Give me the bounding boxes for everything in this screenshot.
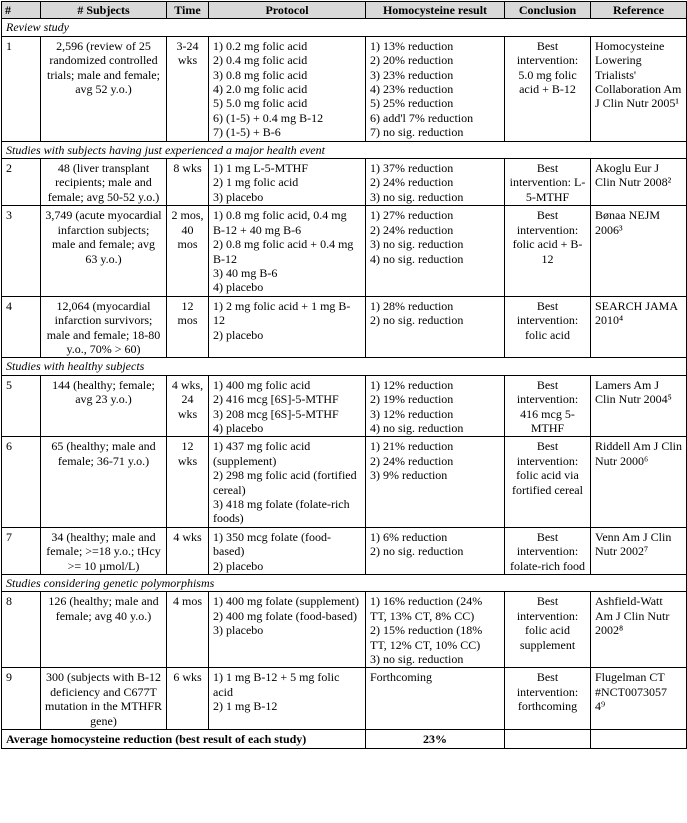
average-row bbox=[2, 730, 687, 748]
result-cell-line: Forthcoming bbox=[370, 670, 432, 685]
table-row bbox=[2, 527, 687, 574]
protocol-cell-line: 1) 400 mg folate (supplement) bbox=[213, 594, 359, 609]
protocol-cell-line: 2) 1 mg folic acid bbox=[213, 175, 299, 190]
reference-cell bbox=[591, 527, 687, 574]
row-number-cell: 9 bbox=[2, 668, 41, 730]
reference-cell-line: SEARCH JAMA 2010⁴ bbox=[595, 298, 678, 328]
result-cell-line: 1) 12% reduction bbox=[370, 377, 454, 392]
average-value: 23% bbox=[366, 730, 505, 748]
section-title: Review study bbox=[2, 19, 687, 36]
protocol-cell bbox=[209, 668, 366, 730]
result-cell-line: 2) 24% reduction bbox=[370, 222, 454, 237]
result-cell-line: 4) no sig. reduction bbox=[370, 251, 464, 266]
subjects-cell: 34 (healthy; male and female; >=18 y.o.; tHcy >= 10 µmol/L) bbox=[41, 527, 167, 574]
section-row bbox=[2, 141, 687, 158]
average-empty-cell bbox=[505, 730, 591, 748]
protocol-cell-line: 4) placebo bbox=[213, 280, 264, 295]
reference-cell bbox=[591, 375, 687, 437]
protocol-cell-line: 1) 2 mg folic acid + 1 mg B-12 bbox=[213, 298, 351, 328]
protocol-cell-line: 1) 1 mg B-12 + 5 mg folic acid bbox=[213, 670, 340, 699]
result-cell-line: 1) 37% reduction bbox=[370, 161, 454, 176]
protocol-cell-line: 3) 418 mg folate (folate-rich foods) bbox=[213, 497, 350, 526]
result-cell-line: 7) no sig. reduction bbox=[370, 125, 464, 140]
result-cell-line: 6) add'l 7% reduction bbox=[370, 110, 474, 125]
reference-cell-line: Riddell Am J Clin Nutr 2000⁶ bbox=[595, 439, 683, 468]
conclusion-cell: Best intervention: forthcoming bbox=[505, 668, 591, 730]
result-cell-line: 3) 9% reduction bbox=[370, 468, 448, 483]
protocol-cell bbox=[209, 437, 366, 527]
protocol-cell-line: 1) 1 mg L-5-MTHF bbox=[213, 161, 308, 176]
protocol-cell-line: 2) 416 mcg [6S]-5-MTHF bbox=[213, 392, 339, 407]
row-number-cell: 7 bbox=[2, 527, 41, 574]
table-row bbox=[2, 206, 687, 296]
reference-cell bbox=[591, 668, 687, 730]
protocol-cell bbox=[209, 206, 366, 296]
result-cell-line: 1) 28% reduction bbox=[370, 298, 454, 313]
table-row bbox=[2, 159, 687, 206]
conclusion-cell: Best intervention: folate-rich food bbox=[505, 527, 591, 574]
protocol-cell-line: 3) placebo bbox=[213, 189, 264, 204]
protocol-cell-line: 1) 0.2 mg folic acid bbox=[213, 38, 308, 53]
section-row bbox=[2, 358, 687, 375]
protocol-cell bbox=[209, 36, 366, 141]
table-row bbox=[2, 437, 687, 527]
protocol-cell bbox=[209, 159, 366, 206]
result-cell bbox=[366, 36, 505, 141]
protocol-cell-line: 2) 0.8 mg folic acid + 0.4 mg B-12 bbox=[213, 237, 354, 266]
time-cell: 8 wks bbox=[167, 159, 209, 206]
conclusion-cell: Best intervention: folic acid supplement bbox=[505, 592, 591, 668]
result-cell-line: 5) 25% reduction bbox=[370, 96, 454, 111]
time-cell: 6 wks bbox=[167, 668, 209, 730]
section-title: Studies with subjects having just experienced a major health event bbox=[2, 141, 687, 158]
table-row bbox=[2, 36, 687, 141]
time-cell: 4 wks, 24 wks bbox=[167, 375, 209, 437]
protocol-cell-line: 2) 1 mg B-12 bbox=[213, 699, 278, 714]
protocol-cell bbox=[209, 592, 366, 668]
average-label: Average homocysteine reduction (best result of each study) bbox=[2, 730, 366, 748]
protocol-cell-line: 2) 0.4 mg folic acid bbox=[213, 53, 308, 68]
conclusion-cell: Best intervention: 416 mcg 5-MTHF bbox=[505, 375, 591, 437]
result-cell-line: 2) 19% reduction bbox=[370, 392, 454, 407]
result-cell bbox=[366, 159, 505, 206]
header-time: Time bbox=[167, 2, 209, 19]
reference-cell-line: #NCT0073057 bbox=[595, 684, 667, 699]
result-cell-line: 2) 24% reduction bbox=[370, 453, 454, 468]
subjects-cell: 2,596 (review of 25 randomized controlled trials; male and female; avg 52 y.o.) bbox=[41, 36, 167, 141]
conclusion-cell: Best intervention: folic acid + B-12 bbox=[505, 206, 591, 296]
table-row bbox=[2, 668, 687, 730]
subjects-cell: 12,064 (myocardial infarction survivors; male and female; 18-80 y.o., 70% > 60) bbox=[41, 296, 167, 358]
reference-cell-line: Akoglu Eur J Clin Nutr 2008² bbox=[595, 161, 672, 190]
result-cell-line: 2) no sig. reduction bbox=[370, 313, 464, 328]
result-cell-line: 3) no sig. reduction bbox=[370, 652, 464, 667]
result-cell-line: 1) 13% reduction bbox=[370, 38, 454, 53]
protocol-cell-line: 1) 437 mg folic acid (supplement) bbox=[213, 439, 311, 468]
header-result: Homocysteine result bbox=[366, 2, 505, 19]
table-row bbox=[2, 592, 687, 668]
table-row bbox=[2, 375, 687, 437]
protocol-cell-line: 5) 5.0 mg folic acid bbox=[213, 96, 308, 111]
section-title: Studies considering genetic polymorphisms bbox=[2, 575, 687, 592]
header-subjects: # Subjects bbox=[41, 2, 167, 19]
row-number-cell: 8 bbox=[2, 592, 41, 668]
subjects-cell: 300 (subjects with B-12 deficiency and C677T mutation in the MTHFR gene) bbox=[41, 668, 167, 730]
protocol-cell-line: 2) 298 mg folic acid (fortified cereal) bbox=[213, 468, 357, 497]
reference-cell-line: Bønaa NEJM 2006³ bbox=[595, 208, 660, 237]
protocol-cell-line: 2) 400 mg folate (food-based) bbox=[213, 608, 357, 623]
protocol-cell-line: 1) 350 mcg folate (food-based) bbox=[213, 529, 331, 559]
protocol-cell-line: 3) 40 mg B-6 bbox=[213, 265, 278, 280]
reference-cell bbox=[591, 592, 687, 668]
reference-cell-line: 4⁹ bbox=[595, 699, 606, 714]
protocol-cell-line: 3) 208 mcg [6S]-5-MTHF bbox=[213, 406, 339, 421]
header-number: # bbox=[2, 2, 41, 19]
conclusion-cell: Best intervention: folic acid bbox=[505, 296, 591, 358]
reference-cell bbox=[591, 206, 687, 296]
protocol-cell-line: 2) placebo bbox=[213, 327, 264, 342]
header-conclusion: Conclusion bbox=[505, 2, 591, 19]
subjects-cell: 126 (healthy; male and female; avg 40 y.o.) bbox=[41, 592, 167, 668]
result-cell-line: 1) 6% reduction bbox=[370, 529, 448, 544]
protocol-cell-line: 6) (1-5) + 0.4 mg B-12 bbox=[213, 110, 324, 125]
reference-cell bbox=[591, 36, 687, 141]
result-cell-line: 2) no sig. reduction bbox=[370, 544, 464, 559]
protocol-cell-line: 1) 0.8 mg folic acid, 0.4 mg B-12 + 40 mg B-6 bbox=[213, 208, 347, 237]
result-cell-line: 2) 24% reduction bbox=[370, 175, 454, 190]
table-body bbox=[2, 19, 687, 730]
result-cell-line: 3) no sig. reduction bbox=[370, 237, 464, 252]
reference-cell-line: Flugelman CT bbox=[595, 670, 665, 685]
subjects-cell: 3,749 (acute myocardial infarction subjects; male and female; avg 63 y.o.) bbox=[41, 206, 167, 296]
protocol-cell bbox=[209, 296, 366, 358]
conclusion-cell: Best intervention: L-5-MTHF bbox=[505, 159, 591, 206]
conclusion-cell: Best intervention: 5.0 mg folic acid + B-12 bbox=[505, 36, 591, 141]
reference-cell bbox=[591, 437, 687, 527]
reference-cell-line: Venn Am J Clin Nutr 2002⁷ bbox=[595, 529, 672, 559]
protocol-cell bbox=[209, 375, 366, 437]
subjects-cell: 48 (liver transplant recipients; male and female; avg 50-52 y.o.) bbox=[41, 159, 167, 206]
conclusion-cell: Best intervention: folic acid via fortified cereal bbox=[505, 437, 591, 527]
protocol-cell-line: 2) placebo bbox=[213, 558, 264, 573]
result-cell bbox=[366, 296, 505, 358]
result-cell-line: 3) 12% reduction bbox=[370, 406, 454, 421]
result-cell-line: 3) no sig. reduction bbox=[370, 189, 464, 204]
row-number-cell: 4 bbox=[2, 296, 41, 358]
reference-cell bbox=[591, 296, 687, 358]
row-number-cell: 5 bbox=[2, 375, 41, 437]
result-cell bbox=[366, 527, 505, 574]
result-cell-line: 1) 21% reduction bbox=[370, 439, 454, 454]
reference-cell bbox=[591, 159, 687, 206]
result-cell bbox=[366, 375, 505, 437]
reference-cell-line: Lamers Am J Clin Nutr 2004⁵ bbox=[595, 377, 672, 407]
time-cell: 4 wks bbox=[167, 527, 209, 574]
result-cell bbox=[366, 592, 505, 668]
table-header-row bbox=[2, 2, 687, 19]
homocysteine-studies-table bbox=[1, 1, 687, 749]
protocol-cell bbox=[209, 527, 366, 574]
header-protocol: Protocol bbox=[209, 2, 366, 19]
protocol-cell-line: 4) placebo bbox=[213, 420, 264, 435]
result-cell-line: 2) 15% reduction (18% TT, 12% CT, 10% CC) bbox=[370, 623, 483, 652]
row-number-cell: 3 bbox=[2, 206, 41, 296]
result-cell-line: 4) no sig. reduction bbox=[370, 420, 464, 435]
header-reference: Reference bbox=[591, 2, 687, 19]
section-row bbox=[2, 575, 687, 592]
protocol-cell-line: 3) 0.8 mg folic acid bbox=[213, 67, 308, 82]
row-number-cell: 6 bbox=[2, 437, 41, 527]
row-number-cell: 1 bbox=[2, 36, 41, 141]
time-cell: 3-24 wks bbox=[167, 36, 209, 141]
result-cell bbox=[366, 206, 505, 296]
time-cell: 12 mos bbox=[167, 296, 209, 358]
subjects-cell: 65 (healthy; male and female; 36-71 y.o.) bbox=[41, 437, 167, 527]
reference-cell-line: Homocysteine Lowering Trialists' Collaboration Am J Clin Nutr 2005¹ bbox=[595, 38, 682, 111]
reference-cell-line: Ashfield-Watt Am J Clin Nutr 2002⁸ bbox=[595, 594, 670, 638]
result-cell-line: 1) 27% reduction bbox=[370, 208, 454, 223]
protocol-cell-line: 1) 400 mg folic acid bbox=[213, 377, 311, 392]
result-cell bbox=[366, 668, 505, 730]
result-cell-line: 1) 16% reduction (24% TT, 13% CT, 8% CC) bbox=[370, 594, 483, 623]
subjects-cell: 144 (healthy; female; avg 23 y.o.) bbox=[41, 375, 167, 437]
time-cell: 4 mos bbox=[167, 592, 209, 668]
row-number-cell: 2 bbox=[2, 159, 41, 206]
section-row bbox=[2, 19, 687, 36]
time-cell: 12 wks bbox=[167, 437, 209, 527]
protocol-cell-line: 3) placebo bbox=[213, 623, 264, 638]
protocol-cell-line: 4) 2.0 mg folic acid bbox=[213, 82, 308, 97]
result-cell-line: 2) 20% reduction bbox=[370, 53, 454, 68]
result-cell bbox=[366, 437, 505, 527]
table-row bbox=[2, 296, 687, 358]
average-empty-cell bbox=[591, 730, 687, 748]
time-cell: 2 mos, 40 mos bbox=[167, 206, 209, 296]
section-title: Studies with healthy subjects bbox=[2, 358, 687, 375]
result-cell-line: 4) 23% reduction bbox=[370, 82, 454, 97]
protocol-cell-line: 7) (1-5) + B-6 bbox=[213, 125, 281, 140]
result-cell-line: 3) 23% reduction bbox=[370, 67, 454, 82]
